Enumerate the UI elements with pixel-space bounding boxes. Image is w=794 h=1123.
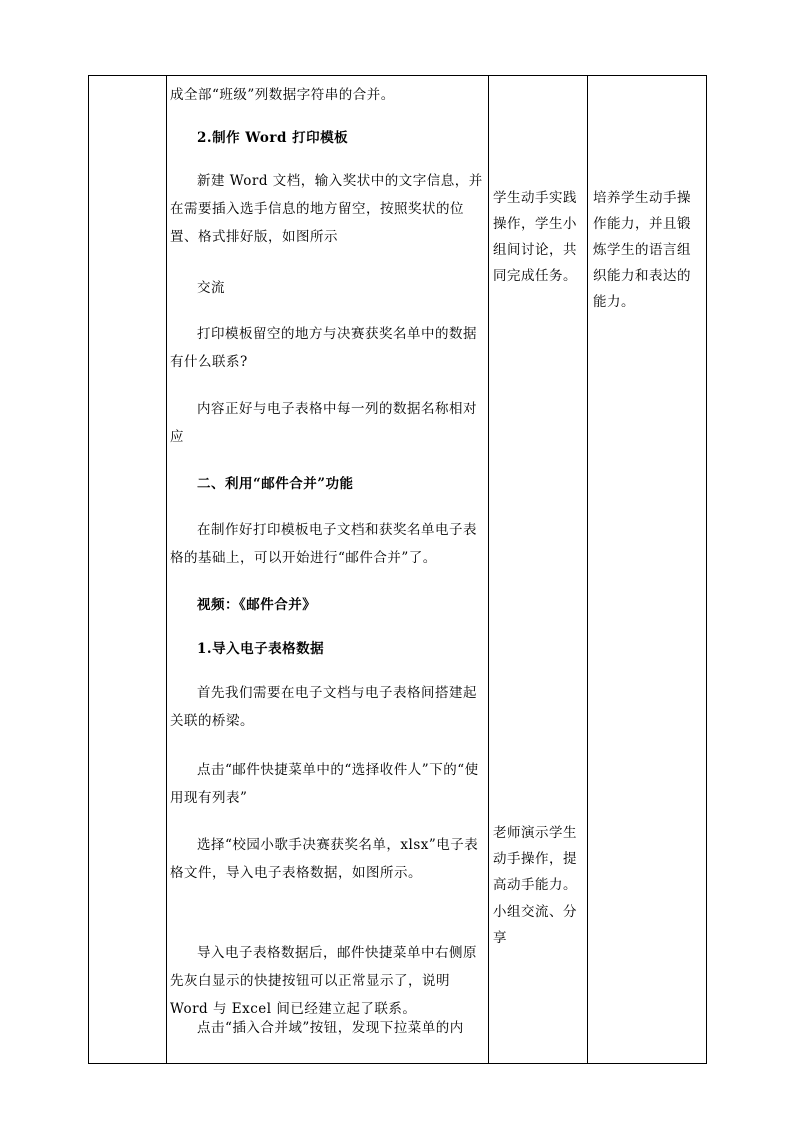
activity-text: 老师演示学生动手操作，提高动手能力。 (493, 825, 577, 893)
activity-text: 学生动手实践操作，学生小组间讨论，共同完成任务。 (493, 190, 577, 284)
table-col-divider-2 (488, 75, 489, 1064)
table-col-divider-3 (587, 75, 588, 1064)
paragraph: 内容正好与电子表格中每一列的数据名称相对应 (170, 401, 477, 445)
section-heading: 二、利用“邮件合并”功能 (197, 476, 354, 492)
paragraph: 新建 Word 文档，输入奖状中的文字信息，并在需要插入选手信息的地方留空，按照奖状的位置、格式排好版，如图所示 (170, 173, 483, 245)
paragraph: 交流 (197, 280, 225, 296)
table-bottom-border (88, 1063, 707, 1064)
paragraph: 导入电子表格数据后，邮件快捷菜单中右侧原先灰白显示的快捷按钮可以正常显示了，说明Word 与 Excel 间已经建立起了联系。 (170, 945, 477, 1017)
paragraph: 选择“校园小歌手决赛获奖名单，xlsx”电子表格文件，导入电子表格数据，如图所示。 (170, 837, 479, 881)
activity-text: 小组交流、分享 (493, 904, 577, 946)
paragraph: 点击“插入合并域”按钮，发现下拉菜单的内 (197, 1020, 464, 1036)
table-top-border (88, 75, 707, 76)
paragraph: 首先我们需要在电子文档与电子表格间搭建起关联的桥梁。 (170, 685, 477, 729)
table-right-border (706, 75, 707, 1064)
paragraph: 打印模板留空的地方与决赛获奖名单中的数据有什么联系? (170, 326, 477, 370)
section-heading: 1.导入电子表格数据 (197, 641, 325, 657)
paragraph: 点击“邮件快捷菜单中的“选择收件人”下的“使用现有列表” (170, 762, 479, 806)
intent-text: 培养学生动手操作能力，并且锻炼学生的语言组织能力和表达的能力。 (593, 190, 691, 310)
section-heading: 2.制作 Word 打印模板 (197, 130, 349, 146)
paragraph: 成全部“班级”列数据字符串的合并。 (170, 87, 395, 103)
table-left-border (88, 75, 89, 1064)
paragraph: 在制作好打印模板电子文档和获奖名单电子表格的基础上，可以开始进行“邮件合并”了。 (170, 522, 477, 566)
section-heading: 视频：《邮件合并》 (197, 597, 317, 613)
table-col-divider-1 (166, 75, 167, 1064)
